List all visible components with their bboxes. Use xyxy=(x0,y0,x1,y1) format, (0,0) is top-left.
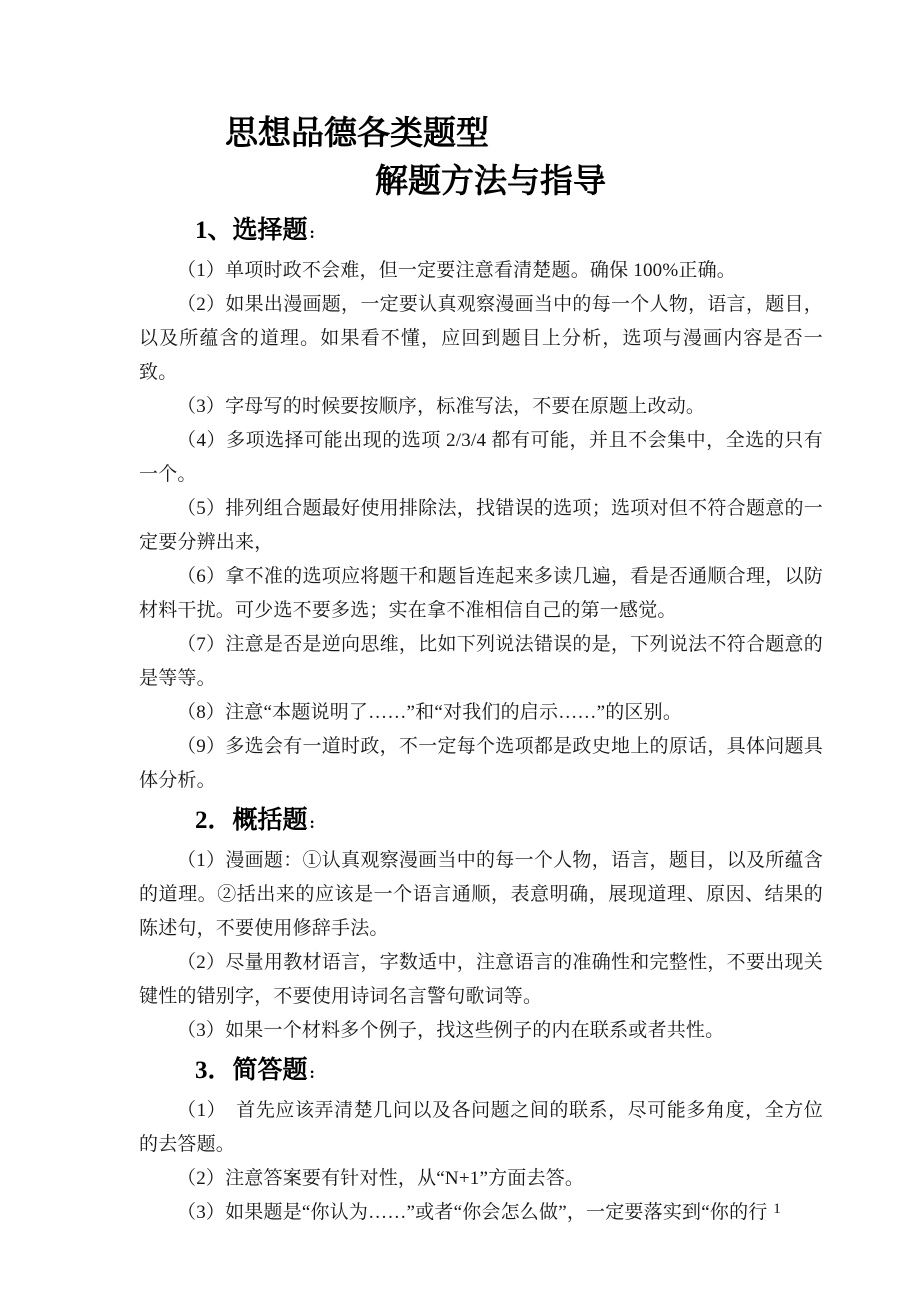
document-content xyxy=(139,0,823,1230)
section-1-heading xyxy=(195,212,823,252)
document-title-line-1: 思想品德各类题型 xyxy=(225,114,489,151)
section-1-number: 1、 xyxy=(195,217,233,244)
paragraph: （1） 首先应该弄清楚几问以及各问题之间的联系，尽可能多角度，全方位的去答题。 xyxy=(139,1100,823,1155)
paragraph: （3）如果题是“你认为……”或者“你会怎么做”，一定要落实到“你的行 xyxy=(177,1202,768,1223)
paragraph: （1）漫画题：①认真观察漫画当中的每一个人物，语言，题目，以及所蕴含的道理。②括出来的应该是一个语言通顺，表意明确，展现道理、原因、结果的陈述句，不要使用修辞手法。 xyxy=(139,850,823,939)
section-2-number: 2． xyxy=(195,807,233,834)
paragraph: （3）字母写的时候要按顺序，标准写法，不要在原题上改动。 xyxy=(177,396,706,417)
section-3-title: 简答题 xyxy=(232,1056,308,1084)
section-1-colon: : xyxy=(309,225,315,242)
section-2-heading xyxy=(195,802,823,842)
paragraph: （2）注意答案要有针对性，从“N+1”方面去答。 xyxy=(177,1168,585,1189)
paragraph: （2）如果出漫画题，一定要认真观察漫画当中的每一个人物，语言，题目，以及所蕴含的道理。如果看不懂，应回到题目上分析，选项与漫画内容是否一致。 xyxy=(139,294,823,383)
paragraph: （3）如果一个材料多个例子，找这些例子的内在联系或者共性。 xyxy=(177,1020,725,1041)
section-2-title: 概括题 xyxy=(232,806,308,834)
page-number: 1 xyxy=(773,1201,781,1217)
section-3-number: 3． xyxy=(195,1057,233,1084)
paragraph: （1）单项时政不会难，但一定要注意看清楚题。确保 100%正确。 xyxy=(177,260,736,281)
section-2-colon: : xyxy=(309,815,315,832)
paragraph: （4）多项选择可能出现的选项 2/3/4 都有可能，并且不会集中，全选的只有一个。 xyxy=(139,430,823,485)
section-3-heading xyxy=(195,1052,823,1092)
paragraph: （8）注意“本题说明了……”和“对我们的启示……”的区别。 xyxy=(177,702,683,723)
section-1-title: 选择题 xyxy=(232,216,308,244)
paragraph: （6）拿不准的选项应将题干和题旨连起来多读几遍，看是否通顺合理，以防材料干扰。可少选不要多选；实在拿不准相信自己的第一感觉。 xyxy=(139,566,823,621)
section-3-colon: : xyxy=(309,1065,315,1082)
document-title-line-2: 解题方法与指导 xyxy=(375,162,606,199)
paragraph: （5）排列组合题最好使用排除法，找错误的选项；选项对但不符合题意的一定要分辨出来， xyxy=(139,498,823,553)
paragraph: （7）注意是否是逆向思维，比如下列说法错误的是，下列说法不符合题意的是等等。 xyxy=(139,634,823,689)
paragraph: （9）多选会有一道时政，不一定每个选项都是政史地上的原话，具体问题具体分析。 xyxy=(139,736,823,791)
paragraph: （2）尽量用教材语言，字数适中，注意语言的准确性和完整性，不要出现关键性的错别字，不要使用诗词名言警句歌词等。 xyxy=(139,952,823,1007)
